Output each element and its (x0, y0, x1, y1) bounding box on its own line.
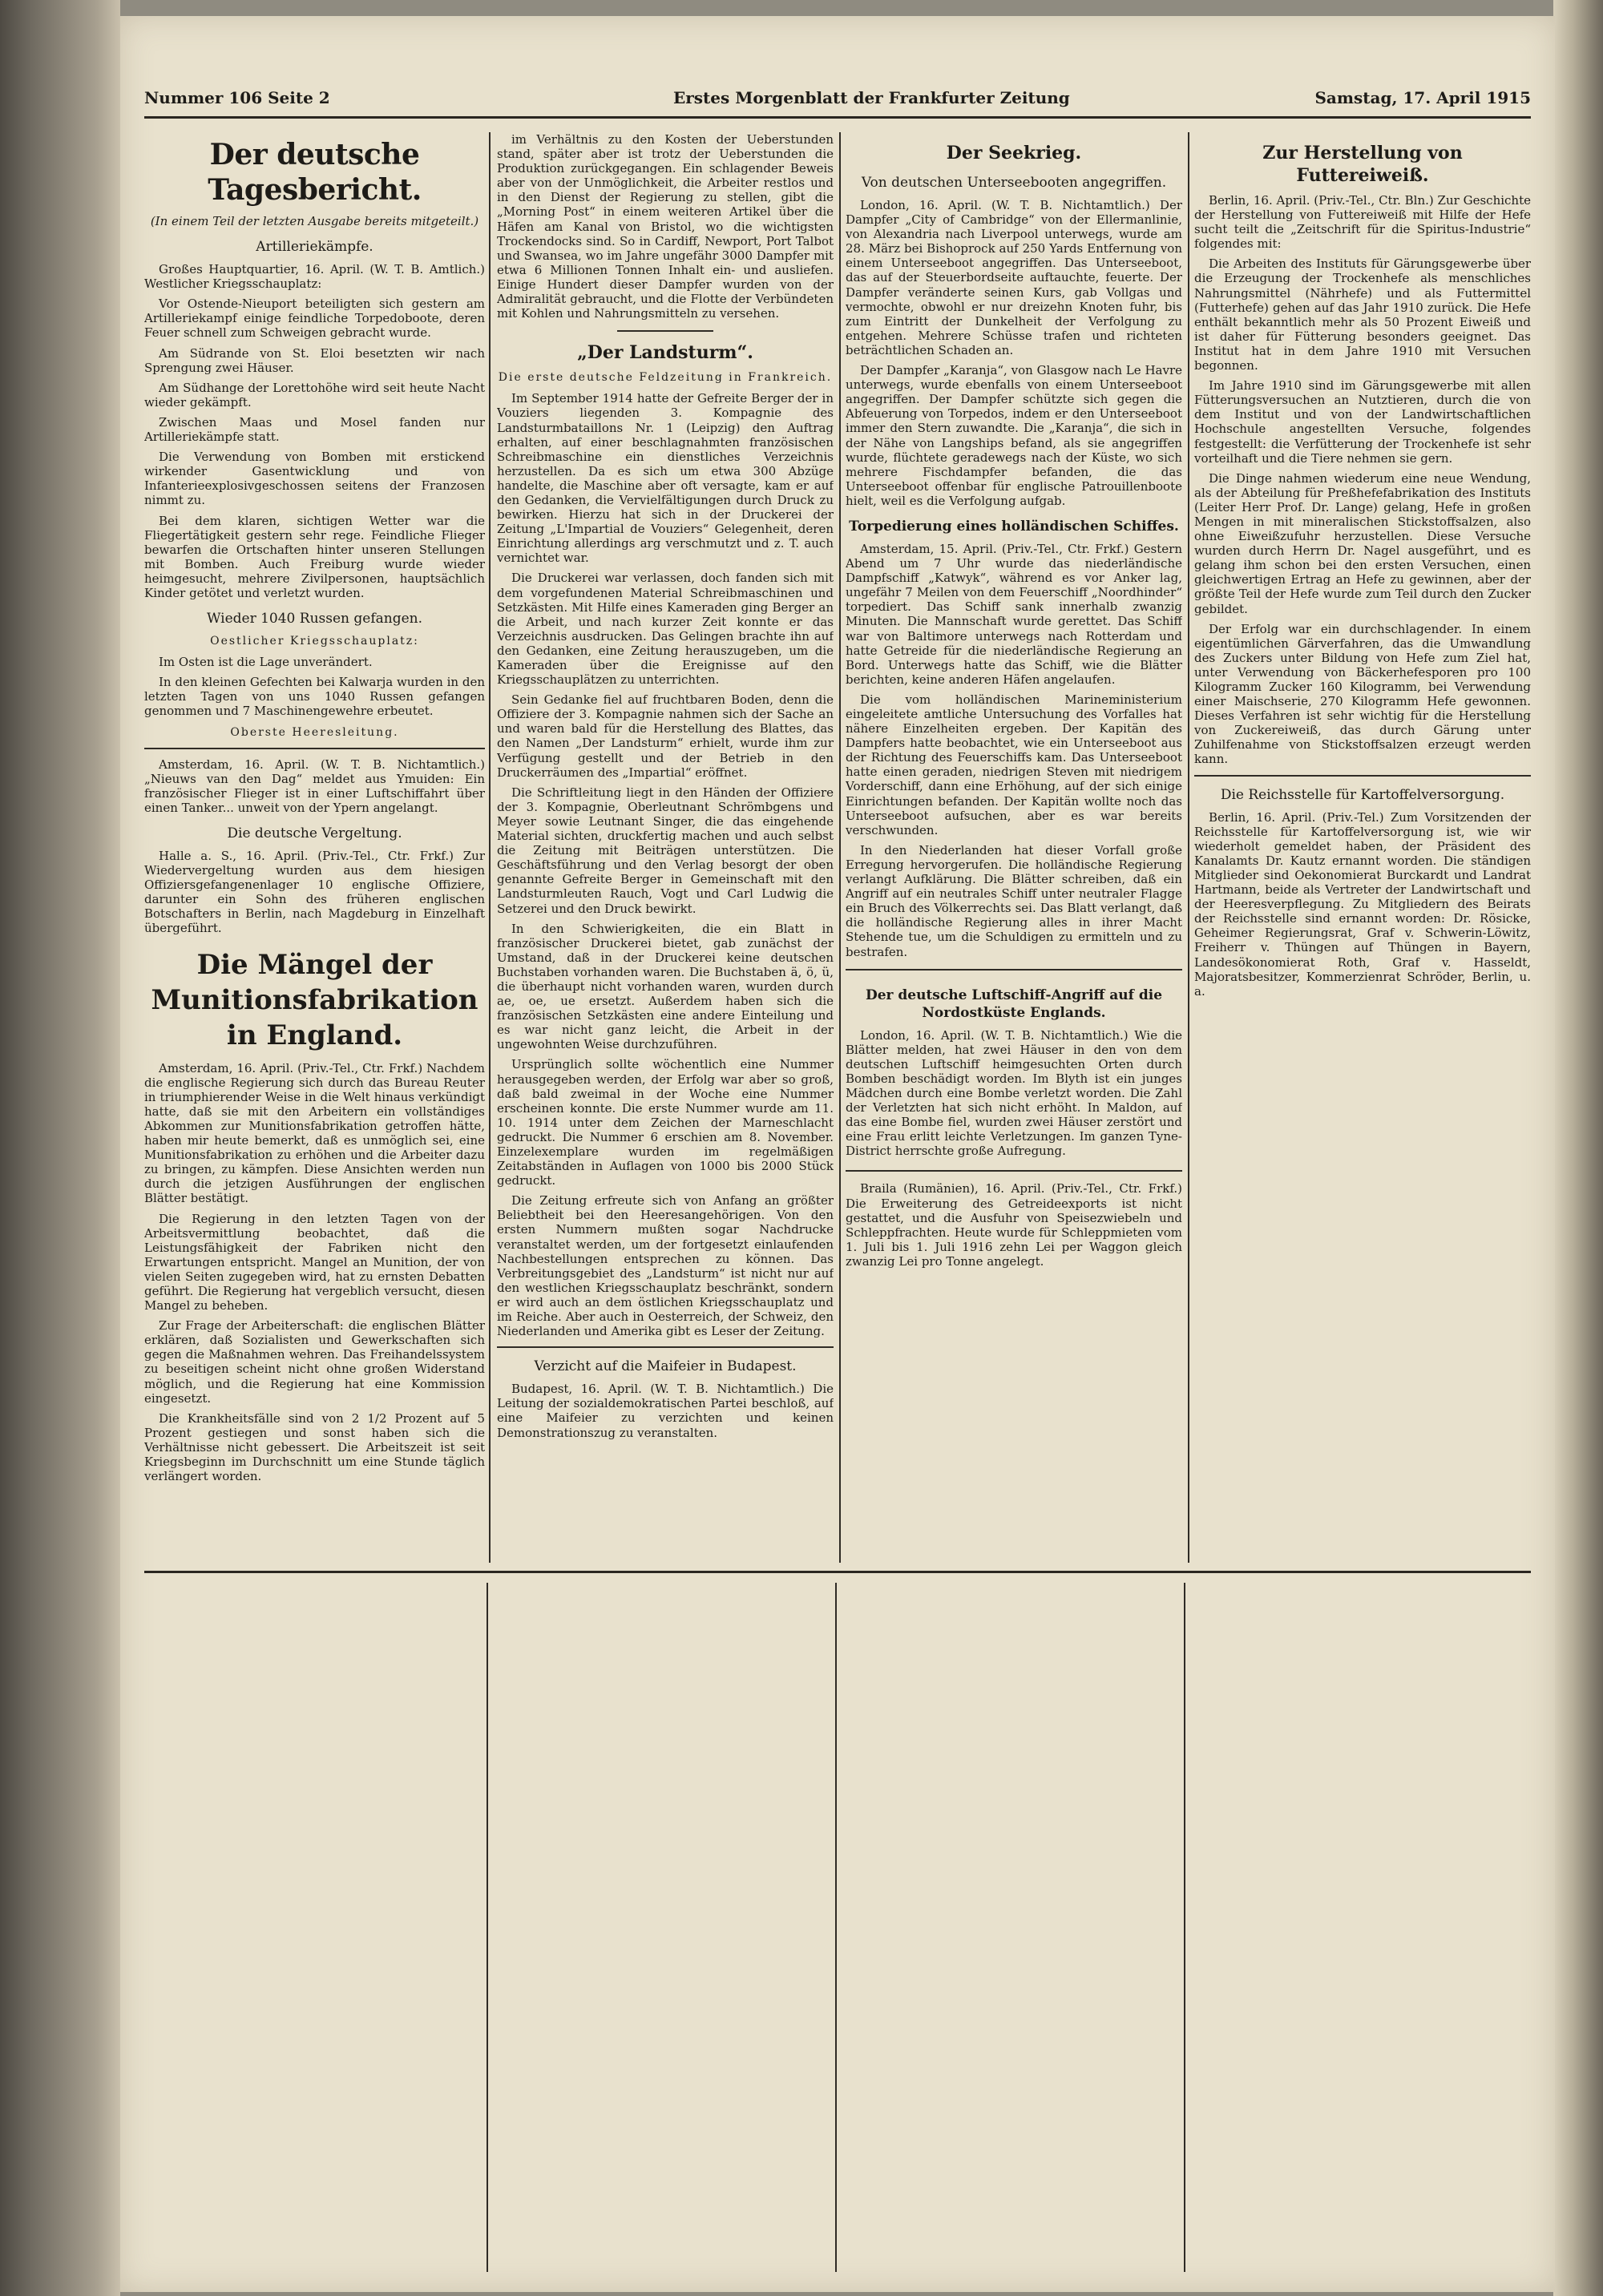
divider (144, 748, 485, 749)
luftschiff-box (846, 969, 1182, 1172)
section-eastern-front: Oestlicher Kriegsschauplatz: (210, 635, 419, 648)
article-paragraph: Zur Frage der Arbeiterschaft: die englischen Blätter erklären, daß Sozialisten und Gewerkschaften sich gegen die Maßnahmen wehren. Das Freihandelssystem zu beseitigen scheint nicht ohne großen Widerstand möglich, und die Regierung hat eine Kommission eingesetzt. (144, 1318, 485, 1406)
lower-column-1 (144, 1583, 481, 2272)
article-paragraph: Sein Gedanke fiel auf fruchtbaren Boden, denn die Offiziere der 3. Kompagnie nahmen sich der Sache an und waren bald für die Herstellung des Blattes, das den Namen „Der Landsturm“ erhielt, wurde ihm zur Verfügung gestellt und der Betrieb in den Druckerräumen des „Impartial“ eröffnet. (497, 692, 834, 780)
article-paragraph: Die Verwendung von Bomben mit erstickend wirkender Gasentwicklung und von Infanterieexplosivgeschossen seitens der Franzosen nimmt zu. (144, 450, 485, 508)
scan-binding-shadow (0, 0, 120, 2296)
article-paragraph: Die Zeitung erfreute sich von Anfang an größter Beliebtheit bei den Heeresangehörigen. Von den ersten Nummern mußten sogar Nachdrucke veranstaltet werden, um der fortgesetzt einlaufenden Nachbestellungen entsprechen zu können. Das Verbreitungsgebiet des „Landsturm“ ist nicht nur auf den westlichen Kriegsschauplatz beschränkt, sondern er wird auch an dem östlichen Kriegsschauplatz und im Reiche. Aber auch in Oesterreich, der Schweiz, den Niederlanden und Amerika gibt es Leser der Zeitung. (497, 1193, 834, 1339)
article-paragraph: In den kleinen Gefechten bei Kalwarja wurden in den letzten Tagen von uns 1040 Russen gefangen genommen und 7 Maschinengewehre erbeutet. (144, 675, 485, 719)
article-paragraph: Im Osten ist die Lage unverändert. (159, 655, 373, 670)
signature-heeresleitung: Oberste Heeresleitung. (230, 725, 399, 739)
column-rule-2 (839, 132, 841, 1563)
article-paragraph: In den Niederlanden hat dieser Vorfall große Erregung hervorgerufen. Die holländische Regierung verlangt Aufklärung. Die Blätter schreiben, daß ein Angriff auf ein neutrales Schiff unter neutraler Flagge ein Bruch des Völkerrechts sei. Das Blatt verlangt, daß die holländische Regierung alles in ihrer Macht Stehende tue, um die Schuldigen zu ermitteln und zu bestrafen. (846, 842, 1182, 959)
article-paragraph: im Verhältnis zu den Kosten der Ueberstunden stand, später aber ist trotz der Ueberstunden die Produktion zurückgegangen. Ein schlagender Beweis aber von der Unmöglichkeit, die Arbeiter restlos und in den Dienst der Regierung zu stellen, gibt die „Morning Post“ in einem weiteren Artikel über die Häfen am Kanal von Bristol, wo die wichtigsten Trockendocks sind. So in Cardiff, Newport, Port Talbot und Swansea, wo im Jahre ungefähr 3000 Dampfer mit etwa 6 Millionen Tonnen Inhalt ein- und ausliefen. Einige Hundert dieser Dampfer wurden von der Admiralität gebraucht, und die Flotte der Verbündeten mit Kohlen und Nahrungsmitteln zu versehen. (497, 132, 834, 321)
headline-munitionsfabrikation: Die Mängel der Munitionsfabrikation in England. (151, 948, 478, 1051)
article-paragraph: Amsterdam, 16. April. (Priv.-Tel., Ctr. Frkf.) Nachdem die englische Regierung sich durch das Bureau Reuter in triumphierender Weise in die Welt hinaus verkündigt hatte, daß sie mit den Arbeitern ein vollständiges Abkommen zur Munitionsfabrikation getroffen hätte, haben mir heute bemerkt, daß es unmöglich sei, eine Munitionsfabrikation zu erhöhen und die Arbeiter dazu zu bringen, zu kämpfen. Diese Ansichten werden nun durch die jetzigen Ausführungen der englischen Blätter bestätigt. (144, 1060, 485, 1206)
article-paragraph: Die Dinge nahmen wiederum eine neue Wendung, als der Abteilung für Preßhefefabrikation des Instituts (Leiter Herr Prof. Dr. Lange) gelang, Hefe in großen Mengen in mit mineralischen Stickstoffsalzen, also ohne Eiweißzufuhr herzustellen. Diese Versuche wurden durch Herrn Dr. Nagel ausgeführt, und es gelang ihm schon bei den ersten Versuchen, einen gleichwertigen Ertrag an Hefe zu gewinnen, aber der größte Teil der Hefe wurde zum Teil durch den Zucker gebildet. (1194, 470, 1531, 616)
article-paragraph: London, 16. April. (W. T. B. Nichtamtlich.) Wie die Blätter melden, hat zwei Häuser in den von dem deutschen Luftschiff heimgesuchten Orten durch Bomben beschädigt worden. Im Blyth ist ein junges Mädchen durch eine Bombe verletzt worden. Die Zahl der Verletzten hat sich nicht erhöht. In Maldon, auf das eine Bombe fiel, wurden zwei Häuser zerstört und eine Frau erlitt leichte Verletzungen. Im ganzen Tyne-District herrschte große Aufregung. (846, 1027, 1182, 1159)
headline-landsturm: „Der Landsturm“. (577, 342, 753, 364)
article-paragraph: Zwischen Maas und Mosel fanden nur Artilleriekämpfe statt. (144, 414, 485, 445)
column-tagesbericht (144, 132, 485, 1563)
article-paragraph: In den Schwierigkeiten, die ein Blatt in französischer Druckerei bietet, gab zunächst der Umstand, daß in der Druckerei keine deutschen Buchstaben vorhanden waren. Die Buchstaben ä, ö, ü, die überhaupt nicht vorhanden waren, wurden durch ae, oe, ue ersetzt. Außerdem haben sich die französischen Setzkästen eine andere Einteilung und es war nicht ganz leicht, die Arbeit in der ungewohnten Weise durchzuführen. (497, 921, 834, 1052)
article-paragraph: Die Schriftleitung liegt in den Händen der Offiziere der 3. Kompagnie, Oberleutnant Schrömbgens und Meyer sowie Leutnant Singer, die das eingehende Material sichten, druckfertig machen und auch selbst die Zeitung mit Beiträgen unterstützen. Die Geschäftsführung und den Verlag besorgt der oben genannte Gefreite Berger in Gemeinschaft mit den Landsturmleuten Rauch, Vogt und Carl Ludwig die Setzerei und den Druck bewirkt. (497, 785, 834, 916)
article-paragraph: Im Jahre 1910 sind im Gärungsgewerbe mit allen Fütterungsversuchen an Nutztieren, durch die von dem Institut und von der Landwirtschaftlichen Hochschule angestellten Versuche, folgendes festgestellt: die Verfütterung der Trockenhefe ist sehr vorteilhaft und die Tiere nehmen sie gern. (1194, 378, 1531, 466)
lower-column-4 (1190, 1583, 1531, 2272)
article-paragraph: Der Erfolg war ein durchschlagender. In einem eigentümlichen Gärverfahren, das die Umwandlung des Zuckers unter Bildung von Hefe zum Ziel hat, unter Verwendung von Bäckerhefesporen pro 100 Kilogramm Zucker 160 Kilogramm, bei Verwendung einer Maischserie, 270 Kilogramm Hefe gewonnen. Dieses Verfahren ist sehr wichtig für die Herstellung von Zuckereiweiß, das durch Gärung unter Zuhilfenahme von Stickstoffsalzen erzeugt werden kann. (1194, 621, 1531, 767)
article-paragraph: Großes Hauptquartier, 16. April. (W. T. B. Amtlich.) Westlicher Kriegsschauplatz: (144, 262, 485, 292)
article-paragraph: Budapest, 16. April. (W. T. B. Nichtamtlich.) Die Leitung der sozialdemokratischen Partei beschloß, auf eine Maifeier zu verzichten und keinen Demonstrationszug zu veranstalten. (497, 1382, 834, 1440)
article-paragraph: Am Südhange der Lorettohöhe wird seit heute Nacht wieder gekämpft. (144, 380, 485, 410)
section-russen-gefangen: Wieder 1040 Russen gefangen. (206, 611, 423, 627)
subhead-feldzeitung: Die erste deutsche Feldzeitung in Frankreich. (498, 371, 833, 385)
masthead-title: Erstes Morgenblatt der Frankfurter Zeitung (673, 88, 1070, 107)
article-paragraph: Bei dem klaren, sichtigen Wetter war die Fliegertätigkeit gestern sehr rege. Feindliche Flieger bewarfen die Ortschaften hinter unseren Stellungen mit Bomben. Auch Freiburg wurde wieder heimgesucht, mehrere Zivilpersonen, hauptsächlich Kinder getötet und verletzt wurden. (144, 513, 485, 600)
article-paragraph: Ursprünglich sollte wöchentlich eine Nummer herausgegeben werden, der Erfolg war aber so groß, daß bald zweimal in der Woche eine Nummer erscheinen konnte. Die erste Nummer wurde am 11. 10. 1914 unter dem Zeichen der Marneschlacht gedruckt. Die Nummer 6 erschien am 8. November. Einzelexemplare wurden im regelmäßigen Zeitabständen in Auflagen von 1000 bis 2000 Stück gedruckt. (497, 1057, 834, 1188)
article-paragraph: Am Südrande von St. Eloi besetzten wir nach Sprengung zwei Häuser. (144, 345, 485, 375)
column-seekrieg (846, 132, 1182, 1563)
headline-seekrieg: Der Seekrieg. (946, 143, 1082, 163)
article-paragraph: Die Krankheitsfälle sind von 2 1/2 Prozent auf 5 Prozent gestiegen und sonst haben sich die Verhältnisse nicht gebessert. Die Arbeitszeit ist seit Kriegsbeginn im Durchschnitt um eine Stunde täglich verlängert worden. (144, 1410, 485, 1484)
article-paragraph: Berlin, 16. April. (Priv.-Tel.) Zum Vorsitzenden der Reichsstelle für Kartoffelversorgung ist, wie wir wiederholt gemeldet haben, der Präsident des Kanalamts Dr. Kautz ernannt worden. Die ständigen Mitglieder sind Oekonomierat Burckardt und Landrat Hartmann, beide als Vertreter der Landwirtschaft und der Heeresverpflegung. Zu Mitgliedern des Beirats der Reichsstelle sind ernannt worden: Dr. Rösicke, Geheimer Regierungsrat, Graf v. Schwerin-Löwitz, Freiherr v. Thüngen auf Thüngen in Bayern, Landesökonomierat Roth, Graf v. Hasseldt, Majoratsbesitzer, Kommerzienrat Schröder, Berlin, u. a. (1194, 809, 1531, 999)
column-rule-3 (1188, 132, 1189, 1563)
article-paragraph: Der Dampfer „Karanja“, von Glasgow nach Le Havre unterwegs, wurde ebenfalls von einem Unterseeboot angegriffen. Der Dampfer schützte sich gegen die Abfeuerung von Torpedos, indem er den Unterseeboot immer den Stern zuwandte. Die „Karanja“, die sich in der Nähe von Langships befand, als sie angegriffen wurde, flüchtete geradewegs nach der Küste, wo sich mehrere Fischdampfer befanden, die das Unterseeboot offenbar für englische Patrouillenboote hielt, weil es die Verfolgung aufgab. (846, 363, 1182, 508)
section-deutsche-vergeltung: Die deutsche Vergeltung. (227, 825, 402, 841)
divider (497, 1346, 834, 1348)
article-paragraph: Die vom holländischen Marineministerium eingeleitete amtliche Untersuchung des Vorfalles hat nähere Einzelheiten ergeben. Der Kapitän des Dampfers hatte beobachtet, wie ein Unterseeboot aus der Richtung des Feuerschiffs kam. Das Unterseeboot hatte einen geraden, niedrigen Steven mit niedrigem Vorderschiff, dann eine Erhöhung, auf der sich einige Einrichtungen befanden. Der Kapitän wollte noch das Unterseeboot aufsuchen, aber es war bereits verschwunden. (846, 692, 1182, 837)
divider (617, 330, 713, 332)
lower-column-rule-3 (1184, 1583, 1185, 2272)
article-paragraph: Im September 1914 hatte der Gefreite Berger der in Vouziers liegenden 3. Kompagnie des Landsturmbataillons Nr. 1 (Leipzig) den Auftrag erhalten, auf einer beschlagnahmten französischen Schreibmaschine ein dienstliches Verzeichnis herzustellen. Da es sich um etwa 300 Abzüge handelte, die Maschine aber oft versagte, kam er auf den Gedanken, die Vervielfältigungen durch Druck zu bewirken. Hierzu hat sich in der Druckerei der Zeitung „L'Impartial de Vouziers“ Gelegenheit, deren Einrichtung allerdings arg verschmutzt und z. T. auch vernichtet war. (497, 391, 834, 566)
column-landsturm (497, 132, 834, 1563)
scan-page-edge (1553, 0, 1603, 2296)
section-luftschiff: Der deutsche Luftschiff-Angriff auf die Nordostküste Englands. (865, 987, 1163, 1021)
divider (1194, 775, 1531, 777)
section-holland-ship: Torpedierung eines holländischen Schiffes. (849, 518, 1179, 535)
column-futtereiweiss (1194, 132, 1531, 1563)
note-last-edition: (In einem Teil der letzten Ausgabe bereits mitgeteilt.) (150, 214, 479, 228)
masthead-issue: Nummer 106 Seite 2 (144, 88, 330, 107)
lower-section-rule (144, 1571, 1531, 1573)
section-maifeier-budapest: Verzicht auf die Maifeier in Budapest. (534, 1358, 797, 1375)
lower-column-3 (842, 1583, 1178, 2272)
headline-tagesbericht: Der deutsche Tagesbericht. (208, 138, 422, 207)
section-kartoffelversorgung: Die Reichsstelle für Kartoffelversorgung. (1220, 786, 1505, 803)
article-paragraph: Halle a. S., 16. April. (Priv.-Tel., Ctr. Frkf.) Zur Wiedervergeltung wurden aus dem hiesigen Offiziersgefangenenlager 10 englische Offiziere, darunter ein Sohn des früheren englischen Botschafters in Berlin, nach Magdeburg in Einzelhaft übergeführt. (144, 849, 485, 936)
section-artilleriekaempfe: Artilleriekämpfe. (256, 239, 373, 256)
article-paragraph: Berlin, 16. April. (Priv.-Tel., Ctr. Bln.) Zur Geschichte der Herstellung von Futtereiweiß mit Hilfe der Hefe sucht teilt die „Zeitschrift für die Spiritus-Industrie“ folgendes mit: (1194, 193, 1531, 252)
article-paragraph: Vor Ostende-Nieuport beteiligten sich gestern am Artilleriekampf einige feindliche Torpedoboote, deren Feuer schnell zum Schweigen gebracht wurde. (144, 297, 485, 341)
subhead-unterseebooten: Von deutschen Unterseebooten angegriffen. (861, 175, 1167, 191)
article-paragraph: Die Arbeiten des Instituts für Gärungsgewerbe über die Erzeugung der Trockenhefe als menschliches Nahrungsmittel (Nährhefe) und als Futtermittel (Futterhefe) gehen auf das Jahr 1910 zurück. Die Hefe enthält bekanntlich mehr als 50 Prozent Eiweiß und ist daher für Fütterung besonders geeignet. Das Institut hat in dem Jahre 1910 mit Versuchen begonnen. (1194, 256, 1531, 373)
masthead-rule (144, 116, 1531, 119)
headline-futtereiweiss: Zur Herstellung von Futtereiweiß. (1262, 143, 1463, 186)
lower-column-2 (493, 1583, 830, 2272)
masthead (144, 88, 1531, 120)
lower-column-rule-2 (835, 1583, 837, 2272)
article-paragraph: Braila (Rumänien), 16. April. (Priv.-Tel., Ctr. Frkf.) Die Erweiterung des Getreideexports ist nicht gestattet, und die Ausfuhr von Speisezwiebeln und Schleppfrachten. Heute wurde für Schleppmieten vom 1. Juli bis 1. Juli 1916 zehn Lei per Waggon gleich zwanzig Lei pro Tonne angelegt. (846, 1181, 1182, 1269)
newspaper-page (120, 16, 1555, 2292)
article-paragraph: Die Regierung in den letzten Tagen von der Arbeitsvermittlung beobachtet, daß die Leistungsfähigkeit der Fabriken nicht den Erwartungen entspricht. Mangel an Munition, der von vielen Seiten zugegeben wird, hat zu ernsten Debatten geführt. Die Regierung hat vergeblich versucht, diesen Mangel zu beheben. (144, 1211, 485, 1313)
article-paragraph: Die Druckerei war verlassen, doch fanden sich mit dem vorgefundenen Material Schreibmaschinen und Setzkästen. Mit Hilfe eines Kameraden ging Berger an die Arbeit, und nach kurzer Zeit konnte er das Verzeichnis ausdrucken. Das Gelingen brachte ihn auf den Gedanken, eine Zeitung herauszugeben, um die Kameraden über die Ereignisse auf den Kriegsschauplätzen zu unterrichten. (497, 571, 834, 688)
masthead-date: Samstag, 17. April 1915 (1314, 88, 1531, 107)
lower-column-rule-1 (487, 1583, 488, 2272)
article-paragraph: Amsterdam, 15. April. (Priv.-Tel., Ctr. Frkf.) Gestern Abend um 7 Uhr wurde das niederländische Dampfschiff „Katwyk“, während es vor Anker lag, ungefähr 7 Meilen von dem Feuerschiff „Noordhinder“ torpediert. Das Schiff sank innerhalb zwanzig Minuten. Die Mannschaft wurde gerettet. Das Schiff war von Baltimore unterwegs nach Rotterdam und hatte Getreide für die niederländische Regierung an Bord. Unterwegs hatte das Schiff, wie die Blätter berichten, keine anderen Häfen angelaufen. (846, 541, 1182, 687)
column-rule-1 (489, 132, 491, 1563)
article-paragraph: Amsterdam, 16. April. (W. T. B. Nichtamtlich.) „Nieuws van den Dag“ meldet aus Ymuiden: Ein französischer Flieger ist in einer Luftschiffahrt über einen Tanker... unweit von der Ypern angelangt. (144, 757, 485, 815)
article-paragraph: London, 16. April. (W. T. B. Nichtamtlich.) Der Dampfer „City of Cambridge“ von der Ellermanlinie, von Alexandria nach Liverpool unterwegs, wurde am 28. März bei Bishoprock auf 250 Yards Entfernung von einem Unterseeboot angegriffen. Das Unterseeboot, das auf der Steuerbordseite auftauchte, feuerte. Der Dampfer veränderte seinen Kurs, gab Vollgas und vermochte, obwohl er nur dreizehn Knoten fuhr, bis zum Eintritt der Dunkelheit der Verfolgung zu entgehen. Mehrere Schüsse trafen und richteten beträchtlichen Schaden an. (846, 198, 1182, 357)
